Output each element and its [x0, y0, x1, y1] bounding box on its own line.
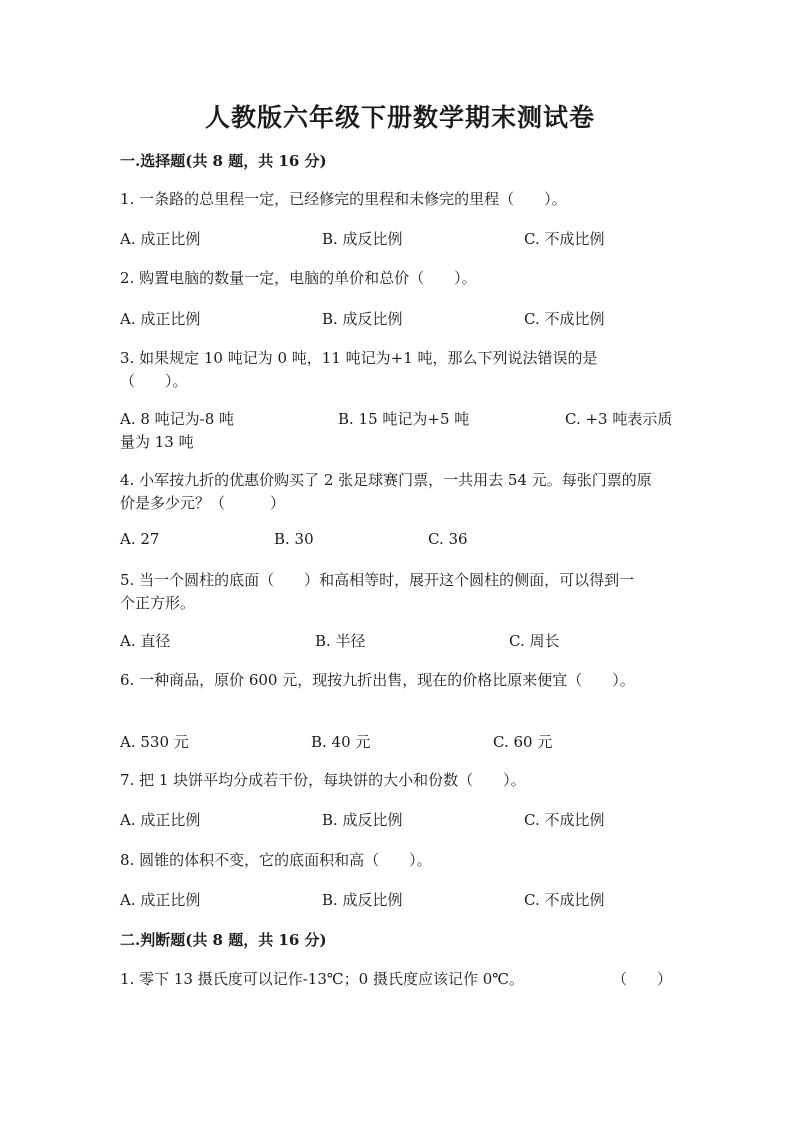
question-3-option-c-wrap: 量为 13 吨 [120, 433, 194, 451]
question-7-text: 7. 把 1 块饼平均分成若干份，每块饼的大小和份数（ ）。 [120, 771, 526, 789]
judgement-1-answer-blank[interactable]: （ ） [612, 970, 673, 988]
question-6-text: 6. 一种商品，原价 600 元，现按九折出售，现在的价格比原来便宜（ ）。 [120, 671, 635, 689]
question-3-option-c[interactable]: C. +3 吨表示质 [565, 410, 673, 428]
question-1-text: 1. 一条路的总里程一定，已经修完的里程和未修完的里程（ ）。 [120, 190, 567, 208]
question-5-option-b[interactable]: B. 半径 [315, 632, 366, 650]
question-7-option-b[interactable]: B. 成反比例 [322, 811, 403, 829]
question-1-option-b[interactable]: B. 成反比例 [322, 230, 403, 248]
question-3-option-b[interactable]: B. 15 吨记为+5 吨 [338, 410, 470, 428]
question-5-option-c[interactable]: C. 周长 [509, 632, 560, 650]
question-4-option-c[interactable]: C. 36 [428, 530, 468, 548]
question-2-option-c[interactable]: C. 不成比例 [524, 310, 605, 328]
question-5-option-a[interactable]: A. 直径 [120, 632, 171, 650]
question-6-option-c[interactable]: C. 60 元 [493, 733, 553, 751]
question-6-option-b[interactable]: B. 40 元 [311, 733, 371, 751]
section-heading-choice: 一.选择题(共 8 题，共 16 分) [120, 152, 327, 170]
question-2-text: 2. 购置电脑的数量一定，电脑的单价和总价（ ）。 [120, 269, 477, 287]
question-5-text-line1: 5. 当一个圆柱的底面（ ）和高相等时，展开这个圆柱的侧面，可以得到一 [120, 571, 635, 589]
judgement-1-text: 1. 零下 13 摄氏度可以记作-13℃；0 摄氏度应该记作 0℃。 [120, 970, 525, 988]
question-2-option-a[interactable]: A. 成正比例 [120, 310, 201, 328]
question-3-text-line1: 3. 如果规定 10 吨记为 0 吨，11 吨记为+1 吨，那么下列说法错误的是 [120, 349, 598, 367]
page-title: 人教版六年级下册数学期末测试卷 [204, 103, 595, 132]
question-4-text-line1: 4. 小军按九折的优惠价购买了 2 张足球赛门票，一共用去 54 元。每张门票的原 [120, 471, 652, 489]
question-8-text: 8. 圆锥的体积不变，它的底面积和高（ ）。 [120, 851, 432, 869]
question-8-option-c[interactable]: C. 不成比例 [524, 891, 605, 909]
question-7-option-c[interactable]: C. 不成比例 [524, 811, 605, 829]
section-heading-judgement: 二.判断题(共 8 题，共 16 分) [120, 931, 327, 949]
question-1-option-c[interactable]: C. 不成比例 [524, 230, 605, 248]
question-5-text-line2: 个正方形。 [120, 594, 196, 612]
question-7-option-a[interactable]: A. 成正比例 [120, 811, 201, 829]
question-1-option-a[interactable]: A. 成正比例 [120, 230, 201, 248]
question-4-option-a[interactable]: A. 27 [120, 530, 160, 548]
question-3-option-a[interactable]: A. 8 吨记为-8 吨 [120, 410, 235, 428]
question-2-option-b[interactable]: B. 成反比例 [322, 310, 403, 328]
question-4-text-line2: 价是多少元？（ ） [120, 494, 286, 512]
question-8-option-b[interactable]: B. 成反比例 [322, 891, 403, 909]
question-8-option-a[interactable]: A. 成正比例 [120, 891, 201, 909]
question-6-option-a[interactable]: A. 530 元 [120, 733, 189, 751]
question-3-text-line2: （ ）。 [120, 372, 188, 390]
question-4-option-b[interactable]: B. 30 [274, 530, 314, 548]
